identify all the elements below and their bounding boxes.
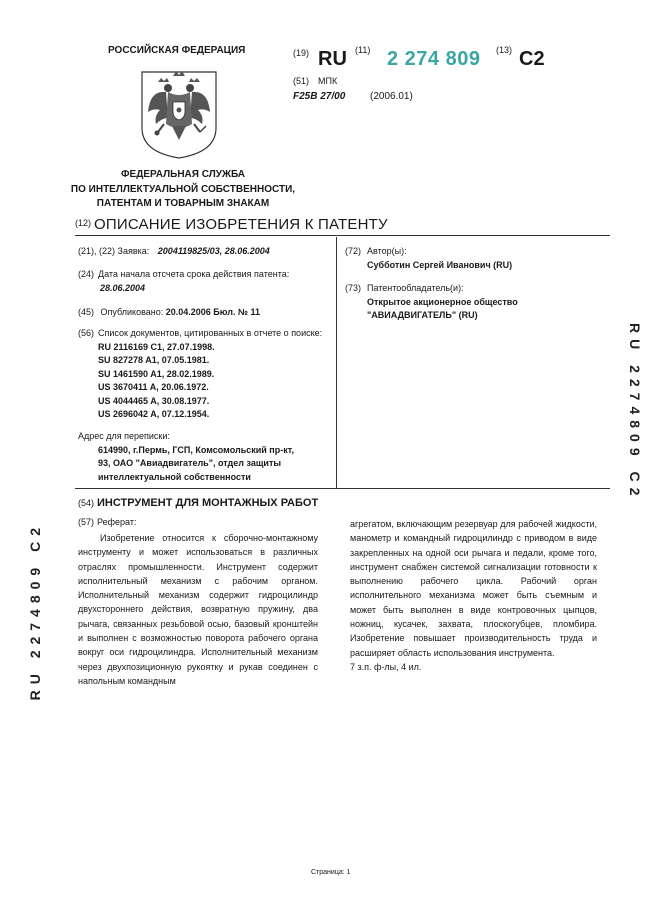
ipc-class: F25B 27/00 bbox=[293, 91, 346, 102]
address-line: 93, ОАО "Авиадвигатель", отдел защиты bbox=[98, 458, 282, 468]
claims-note: 7 з.п. ф-лы, 4 ил. bbox=[350, 661, 422, 672]
authors-code: (72) bbox=[345, 246, 362, 256]
cited-item: SU 1461590 A1, 28.02.1989. bbox=[98, 368, 215, 379]
cited-item: RU 2116169 C1, 27.07.1998. bbox=[98, 341, 215, 352]
cited-label: Список документов, цитированных в отчете о поиске: bbox=[98, 328, 323, 338]
cited-item: US 3670411 A, 20.06.1972. bbox=[98, 382, 209, 392]
patent-owner-block bbox=[345, 282, 610, 323]
coat-of-arms-emblem bbox=[140, 68, 218, 160]
term-start-block bbox=[78, 268, 333, 295]
published-value: 20.04.2006 Бюл. № 11 bbox=[165, 307, 261, 317]
abstract-label: Реферат: bbox=[97, 517, 137, 527]
cited-item: US 4044465 A, 30.08.1977. bbox=[98, 395, 210, 406]
country-code: RU bbox=[318, 48, 347, 70]
cited-code: (56) bbox=[78, 328, 95, 338]
inid-code-13: (13) bbox=[496, 45, 513, 55]
inid-code-54: (54) bbox=[78, 498, 95, 508]
owner-line: "АВИАДВИГАТЕЛЬ" (RU) bbox=[367, 310, 478, 320]
inid-code-51: (51) bbox=[293, 76, 310, 86]
application-value: 2004119825/03, 28.06.2004 bbox=[157, 246, 270, 256]
term-start-code: (24) bbox=[78, 269, 95, 279]
application-label: Заявка: bbox=[117, 246, 150, 256]
page-number: Страница: 1 bbox=[311, 869, 351, 876]
document-title: ОПИСАНИЕ ИЗОБРЕТЕНИЯ К ПАТЕНТУ bbox=[94, 216, 388, 233]
owner-label: Патентообладатель(и): bbox=[367, 283, 464, 293]
published-block bbox=[78, 306, 333, 320]
inid-code-19: (19) bbox=[293, 48, 310, 58]
invention-title: ИНСТРУМЕНТ ДЛЯ МОНТАЖНЫХ РАБОТ bbox=[97, 497, 319, 509]
agency-line: ПО ИНТЕЛЛЕКТУАЛЬНОЙ СОБСТВЕННОСТИ, bbox=[70, 183, 296, 195]
bottom-rule bbox=[75, 488, 610, 489]
patent-number: 2 274 809 bbox=[387, 48, 481, 70]
abstract-text-left: Изобретение относится к сборочно-монтажному инструменту и может использоваться в различных отраслях промышленности. Инструмент содержит исполнительный механизм с рабочим органом. Исполнительный механизм содержит гидроцилиндр двухстороннего действия, возвратную пружину, два рычага, связанных резьбовой осью, базовый кронштейн и выполнен с возможностью поворота рабочего органа вокруг оси гидроцилиндра. Исполнительный механизм через двухпозиционную рукоятку и рукав соединен с напольным командным bbox=[78, 533, 318, 686]
abstract-text-right bbox=[350, 517, 597, 674]
country-name: РОССИЙСКАЯ ФЕДЕРАЦИЯ bbox=[108, 45, 246, 56]
published-code: (45) bbox=[78, 307, 95, 317]
agency-name bbox=[60, 168, 306, 212]
cited-item: SU 827278 A1, 07.05.1981. bbox=[98, 355, 210, 365]
side-patent-number-right: RU 2274809 C2 bbox=[627, 323, 643, 502]
owner-line: Открытое акционерное общество bbox=[367, 296, 518, 307]
cited-item: US 2696042 A, 07.12.1954. bbox=[98, 409, 210, 419]
agency-line: ФЕДЕРАЛЬНАЯ СЛУЖБА bbox=[120, 169, 246, 180]
owner-code: (73) bbox=[345, 283, 362, 293]
application-block bbox=[78, 245, 333, 259]
inid-code-11: (11) bbox=[355, 45, 371, 55]
term-start-label: Дата начала отсчета срока действия патента: bbox=[98, 269, 290, 279]
term-start-value: 28.06.2004 bbox=[100, 282, 146, 293]
ipc-label: МПК bbox=[318, 76, 338, 86]
address-line: интеллектуальной собственности bbox=[98, 471, 251, 482]
inid-code-12: (12) bbox=[75, 218, 92, 228]
authors-label: Автор(ы): bbox=[367, 246, 407, 256]
ipc-year: (2006.01) bbox=[370, 91, 413, 102]
authors-value: Субботин Сергей Иванович (RU) bbox=[367, 259, 513, 270]
address-line: 614990, г.Пермь, ГСП, Комсомольский пр-кт, bbox=[98, 444, 294, 455]
application-code: (21), (22) bbox=[78, 246, 116, 256]
address-block bbox=[78, 430, 333, 484]
inid-code-57: (57) bbox=[78, 517, 95, 527]
published-label: Опубликовано: bbox=[100, 307, 164, 317]
abstract-text-right-body: агрегатом, включающим резервуар для рабочей жидкости, манометр и командный гидроцилиндр с приводом в виде закрепленных на одной оси рычага и педали, кроме того, инструмент снабжен системой сигнализации готовности к выполнению рабочего цикла. Рабочий орган исполнительного механизма может быть съемным и может быть выполнен в виде контровочных цыпцов, ножниц, кусачек, захвата, плоскогубцев, пломбира. Изобретение повышает производительность труда и расширяет область использования инструмента. bbox=[350, 519, 597, 658]
cited-documents-block bbox=[78, 327, 333, 422]
top-rule bbox=[75, 235, 610, 236]
address-label: Адрес для переписки: bbox=[78, 431, 170, 441]
column-divider bbox=[336, 237, 337, 488]
kind-code: C2 bbox=[519, 48, 545, 70]
side-patent-number-left: RU 2274809 C2 bbox=[27, 522, 43, 701]
authors-block bbox=[345, 245, 610, 272]
agency-line: ПАТЕНТАМ И ТОВАРНЫМ ЗНАКАМ bbox=[96, 198, 270, 209]
